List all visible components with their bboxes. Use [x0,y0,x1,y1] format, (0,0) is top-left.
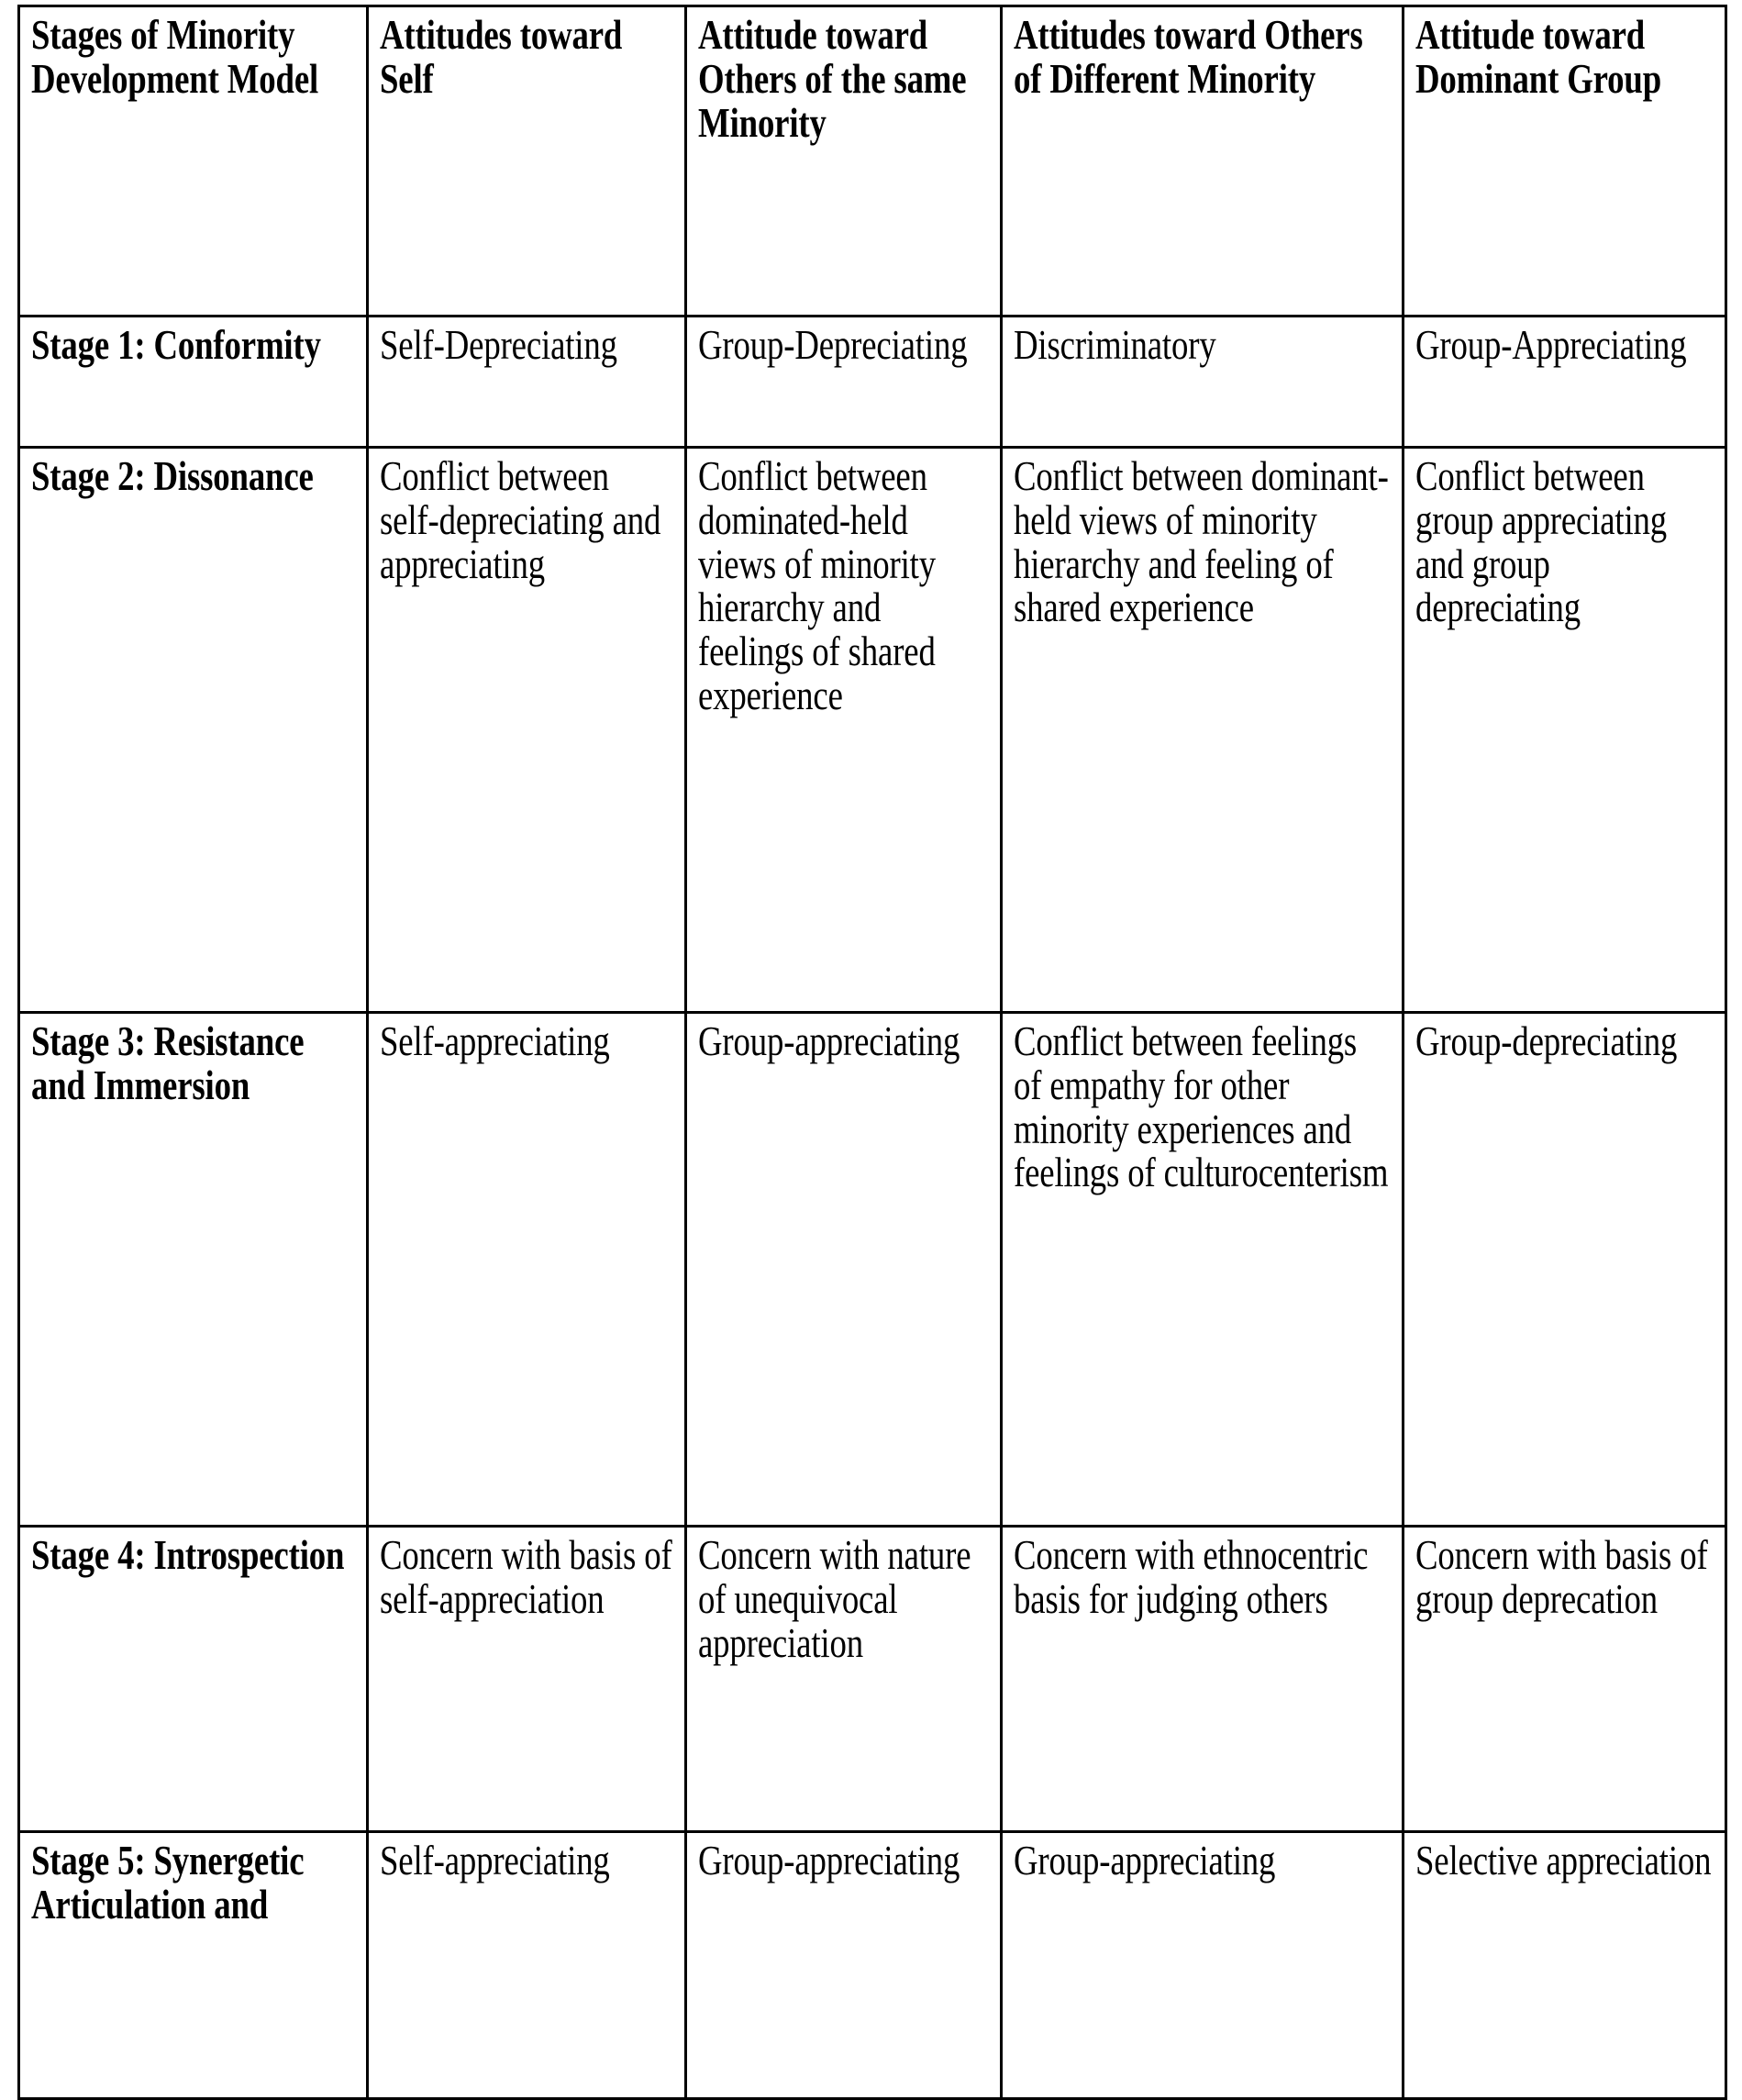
attitudes-toward-self-value: Self-appreciating [380,1017,610,1064]
column-header-attitudes-toward-self [368,6,686,317]
attitude-toward-dominant-group-value: Group-depreciating [1415,1017,1678,1064]
column-header-attitude-toward-same-minority [686,6,1002,317]
attitudes-toward-self-cell [368,1527,686,1832]
attitudes-toward-different-minority-cell [1002,317,1404,448]
column-header-attitudes-toward-different-minority [1002,6,1404,317]
attitude-toward-same-minority-cell [686,1013,1002,1527]
attitude-toward-dominant-group-value: Group-Appreciating [1415,321,1687,368]
attitude-toward-dominant-group-value: Concern with basis of group deprecation [1415,1531,1708,1622]
column-header-stages [19,6,368,317]
stage-label-cell [19,1527,368,1832]
table-row [19,448,1726,1013]
attitude-toward-dominant-group-cell [1404,1527,1726,1832]
attitudes-toward-different-minority-value: Discriminatory [1014,321,1216,368]
attitudes-toward-different-minority-cell [1002,1013,1404,1527]
stage-label: Stage 3: Resistance and Immersion [31,1017,305,1108]
attitudes-toward-self-value: Self-Depreciating [380,321,617,368]
stage-label-cell [19,317,368,448]
stage-label-cell [19,1832,368,2099]
attitude-toward-same-minority-value: Group-appreciating [698,1837,960,1883]
attitudes-toward-self-cell [368,448,686,1013]
attitude-toward-same-minority-cell [686,1832,1002,2099]
table-row [19,1832,1726,2099]
attitude-toward-dominant-group-cell [1404,317,1726,448]
attitude-toward-dominant-group-cell [1404,1832,1726,2099]
table-body [19,317,1726,2099]
table-header [19,6,1726,317]
table-row [19,317,1726,448]
attitudes-toward-different-minority-value: Conflict between feelings of empathy for other minority experiences and feelings of culturocenterism [1014,1017,1389,1196]
attitude-toward-same-minority-value: Conflict between dominated-held views of minority hierarchy and feelings of shared experience [698,452,936,719]
attitudes-toward-self-cell [368,317,686,448]
table-row [19,1013,1726,1527]
column-header-attitudes-toward-different-minority-label: Attitudes toward Others of Different Minority [1014,11,1363,102]
stage-label: Stage 5: Synergetic Articulation and [31,1837,305,1928]
attitudes-toward-self-cell [368,1013,686,1527]
attitude-toward-same-minority-value: Concern with nature of unequivocal appreciation [698,1531,971,1666]
stage-label-cell [19,448,368,1013]
attitude-toward-dominant-group-cell [1404,448,1726,1013]
column-header-attitude-toward-same-minority-label: Attitude toward Others of the same Minority [698,11,967,146]
stage-label: Stage 1: Conformity [31,321,321,368]
column-header-attitude-toward-dominant-group-label: Attitude toward Dominant Group [1415,11,1662,102]
attitudes-toward-self-value: Self-appreciating [380,1837,610,1883]
column-header-stages-label: Stages of Minority Development Model [31,11,319,102]
attitude-toward-same-minority-cell [686,448,1002,1013]
stage-label: Stage 4: Introspection [31,1531,345,1578]
attitudes-toward-self-cell [368,1832,686,2099]
attitudes-toward-different-minority-value: Concern with ethnocentric basis for judging others [1014,1531,1369,1622]
attitudes-toward-different-minority-cell [1002,1527,1404,1832]
attitude-toward-same-minority-value: Group-Depreciating [698,321,968,368]
minority-development-model-table [17,5,1727,2100]
stage-label: Stage 2: Dissonance [31,452,314,499]
attitude-toward-same-minority-cell [686,1527,1002,1832]
attitudes-toward-different-minority-cell [1002,1832,1404,2099]
table-header-row [19,6,1726,317]
attitudes-toward-different-minority-value: Group-appreciating [1014,1837,1276,1883]
table-row [19,1527,1726,1832]
attitudes-toward-different-minority-value: Conflict between dominant-held views of minority hierarchy and feeling of shared experience [1014,452,1389,631]
attitude-toward-same-minority-cell [686,317,1002,448]
column-header-attitude-toward-dominant-group [1404,6,1726,317]
stage-label-cell [19,1013,368,1527]
column-header-attitudes-toward-self-label: Attitudes toward Self [380,11,623,102]
attitudes-toward-self-value: Conflict between self-depreciating and appreciating [380,452,661,587]
attitude-toward-dominant-group-value: Selective appreciation [1415,1837,1712,1883]
attitude-toward-same-minority-value: Group-appreciating [698,1017,960,1064]
attitude-toward-dominant-group-value: Conflict between group appreciating and group depreciating [1415,452,1668,631]
attitudes-toward-self-value: Concern with basis of self-appreciation [380,1531,672,1622]
attitudes-toward-different-minority-cell [1002,448,1404,1013]
attitude-toward-dominant-group-cell [1404,1013,1726,1527]
